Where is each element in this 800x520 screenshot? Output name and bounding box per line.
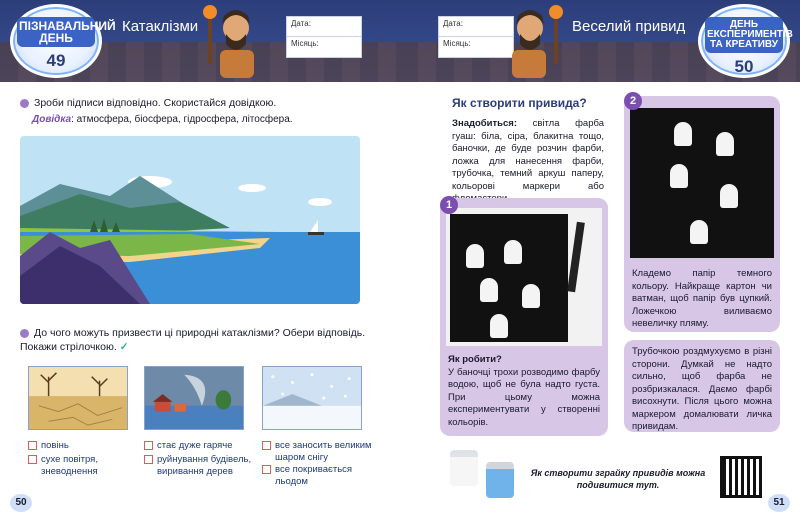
checkbox[interactable] [144,455,153,464]
month-field[interactable] [287,37,361,57]
date-label: Дата: [291,19,311,28]
qr-code-icon[interactable] [720,456,762,498]
answer-option[interactable] [144,440,256,452]
month-label: Місяць: [443,39,471,48]
step2-number: 2 [624,92,642,110]
page-title: Катаклізми [122,18,199,35]
page-number-left: 50 [10,494,32,512]
task1-instruction [20,96,380,110]
day-badge [698,4,793,78]
step1-heading: Як робити? [448,354,502,365]
task1-text: Зроби підписи відповідно. Скористайся довідкою. [34,97,277,109]
option-label: все заносить великим шаром снігу [275,440,372,463]
option-label: сухе повітря, зневоднення [41,454,98,477]
step2-text: Кладемо папір темного кольору. Найкраще картон чи ватман, щоб папір був цупкий. Ложечкою виливаємо невеличку пляму. [632,268,772,329]
step2-panel [624,96,780,332]
answer-option[interactable] [28,454,128,478]
blizzard-picture [262,366,362,430]
materials-list: світла фарба гуаш: біла, сіра, блакитна тощо, баночки, де буде розчин фарби, ложка для нанесення фарби, трубочка, темний аркуш паперу, кольорові маркери або [452,118,604,192]
checkbox[interactable] [28,441,37,450]
day-label: ДЕНЬ ЕКСПЕРИМЕНТІВ ТА КРЕАТИВУ [705,17,783,53]
bullet-icon [20,99,29,108]
option-label: руйнування будівель, виривання дерев [157,454,252,477]
paint-jar-icon [486,462,514,498]
date-field[interactable] [439,17,513,37]
answer-option[interactable] [28,440,128,452]
hint [32,114,293,125]
black-paper [450,214,568,342]
ghost-shape [504,240,522,264]
ghost-shape [466,244,484,268]
answer-option[interactable] [262,440,372,464]
option-label: повінь [41,440,69,451]
task2-instruction [20,326,370,354]
drought-picture [28,366,128,430]
step1-panel [440,198,608,436]
ghost-shape [690,220,708,244]
ghost-shape [522,284,540,308]
step2-photo [630,108,774,258]
bullet-icon [20,329,29,338]
day-number: 50 [734,57,754,76]
option-label: все покривається льодом [275,464,353,487]
step1-number: 1 [440,196,458,214]
section-title: Як створити привида? [452,96,587,110]
month-label: Місяць: [291,39,319,48]
option-label: стає дуже гаряче [157,440,233,451]
right-header-banner [400,0,800,82]
step3-panel [624,340,780,432]
step3-text: Трубочкою роздмухуємо в різні сторони. Думкай не надто сильно, щоб фарба не розбризкалася. Даємо фарбі висохнути. Після цього можна маркером домалювати личка привидам. [632,346,772,432]
materials-label: Знадобиться: [452,118,517,129]
caveman-illustration [202,4,262,78]
ghost-shape [490,314,508,338]
checkbox[interactable] [144,441,153,450]
hint-label: Довідка [32,114,72,125]
checkbox[interactable] [262,465,271,474]
date-label: Дата: [443,19,463,28]
page-number-right: 51 [768,494,790,512]
answer-option[interactable] [262,464,372,488]
step1-body: У баночці трохи розводимо фарбу водою, щоб не була надто густа. При цьому можна експериментувати у створенні кольорів. [448,366,600,428]
day-label: ПІЗНАВАЛЬНИЙ ДЕНЬ [19,19,116,45]
ghost-shape [670,164,688,188]
hint-text: : атмосфера, біосфера, гідросфера, літосфера. [71,114,293,125]
step1-text [448,354,600,429]
page-title: Веселий привид [572,18,686,35]
date-form [286,16,362,58]
checkmark-icon: ✓ [119,341,129,353]
hurricane-picture [144,366,244,430]
task2-text: До чого можуть призвести ці природні катаклізми? Обери відповідь. Покажи стрілочкою. [20,327,366,353]
day-badge [10,4,116,78]
date-field[interactable] [287,17,361,37]
ghost-shape [720,184,738,208]
ghost-shape [674,122,692,146]
materials-text [452,118,604,206]
month-field[interactable] [439,37,513,57]
marker [567,222,585,292]
checkbox[interactable] [28,455,37,464]
step1-photo [446,208,602,346]
ghost-shape [716,132,734,156]
checkbox[interactable] [262,441,271,450]
left-header-banner [0,0,400,82]
paint-jar-icon [450,450,478,486]
qr-caption: Як створити зграйку привидів можна подивитися тут. [530,468,706,490]
ghost-shape [480,278,498,302]
landscape-illustration [20,136,360,304]
answer-option[interactable] [144,454,256,478]
day-number: 49 [46,51,66,70]
date-form [438,16,514,58]
caveman-illustration [504,4,564,78]
